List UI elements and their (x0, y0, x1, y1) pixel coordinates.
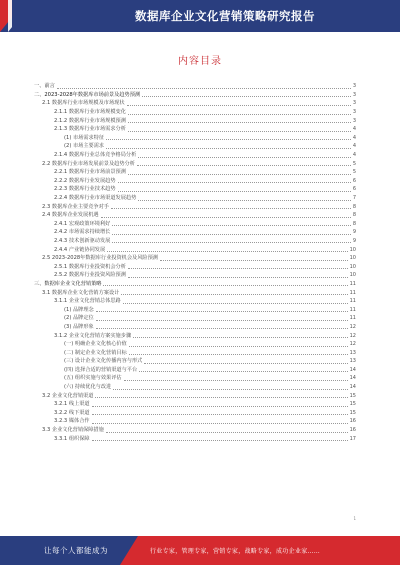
toc-dot-leader (133, 333, 348, 338)
toc-entry[interactable] (34, 391, 356, 400)
toc-entry-title: 一、前言 (34, 83, 55, 90)
toc-entry[interactable] (34, 116, 356, 125)
toc-entry-title: 2.2 数据库行业市场发展前景及趋势分析 (42, 160, 135, 167)
toc-dot-leader (123, 299, 348, 304)
report-footer (0, 536, 400, 565)
toc-entry-title: 2.5.2 数据库行业投资风险预测 (54, 272, 126, 279)
toc-dot-leader (128, 170, 351, 175)
toc-entry[interactable] (34, 91, 356, 100)
toc-entry-title: 2.1.1 数据库行业市场规模变化 (54, 109, 126, 116)
toc-entry-title: 2.3 数据库企业主要竞争对手 (42, 203, 109, 210)
toc-entry-page: 10 (349, 255, 356, 262)
toc-entry-page: 17 (349, 435, 356, 442)
toc-dot-leader (112, 238, 350, 243)
toc-entry-title: 3.2 企业文化营销渠道 (42, 392, 94, 399)
toc-dot-leader (112, 221, 350, 226)
toc-entry[interactable] (34, 159, 356, 168)
toc-entry-page: 12 (349, 323, 356, 330)
toc-entry-page: 10 (349, 272, 356, 279)
toc-entry-page: 14 (349, 384, 356, 391)
toc-dot-leader (92, 402, 348, 407)
toc-title: 内容目录 (178, 56, 222, 67)
toc-entry-page: 15 (349, 409, 356, 416)
toc-dot-leader (118, 187, 351, 192)
toc-entry-title: 2.4 数据库企业发展机遇 (42, 212, 99, 219)
toc-entry-page: 8 (352, 203, 356, 210)
toc-dot-leader (96, 316, 348, 321)
toc-entry-title: 3.1 数据库企业文化营销方案设计 (42, 289, 120, 296)
toc-entry[interactable] (34, 426, 356, 435)
toc-entry[interactable] (34, 374, 356, 383)
toc-entry-title: 2.5.1 数据库行业投资机会分析 (54, 263, 126, 270)
toc-entry-page: 4 (352, 143, 356, 150)
toc-dot-leader (144, 359, 347, 364)
toc-entry[interactable] (34, 168, 356, 177)
toc-entry[interactable] (34, 323, 356, 332)
report-header (0, 0, 400, 32)
toc-dot-leader (124, 376, 348, 381)
toc-entry-page: 9 (352, 237, 356, 244)
toc-entry[interactable] (34, 151, 356, 160)
toc-entry-title: (1) 品牌理念 (64, 306, 94, 313)
toc-entry-page: 3 (352, 109, 356, 116)
toc-dot-leader (92, 436, 348, 441)
toc-entry-page: 10 (349, 246, 356, 253)
toc-entry-title: 3.2.2 线下渠道 (54, 409, 90, 416)
toc-entry[interactable] (34, 237, 356, 246)
toc-entry[interactable] (34, 82, 356, 91)
toc-entry-title: 2.4.4 产业链协同发展 (54, 246, 106, 253)
toc-entry-title: (2) 品牌定位 (64, 315, 94, 322)
toc-entry-title: 2.2.2 数据库行业发展趋势 (54, 177, 116, 184)
toc-entry-title: 2.2.3 数据库行业技术趋势 (54, 186, 116, 193)
toc-dot-leader (128, 110, 351, 115)
toc-dot-leader (92, 410, 348, 415)
toc-dot-leader (106, 144, 351, 149)
toc-dot-leader (128, 264, 348, 269)
toc-entry-title: 2.4.3 技术创新驱动发展 (54, 237, 111, 244)
toc-entry[interactable] (34, 211, 356, 220)
toc-entry[interactable] (34, 262, 356, 271)
toc-entry-page: 11 (349, 306, 356, 313)
toc-dot-leader (129, 350, 348, 355)
toc-entry-page: 11 (349, 315, 356, 322)
footer-roles: 行业专家，管理专家，营销专家，战略专家，成功企业家…… (150, 548, 321, 555)
toc-entry[interactable] (34, 142, 356, 151)
toc-entry[interactable] (34, 366, 356, 375)
toc-entry-title: 2.4.1 宏观政策环境利好 (54, 220, 111, 227)
toc-entry-page: 14 (349, 366, 356, 373)
toc-entry[interactable] (34, 297, 356, 306)
toc-entry-page: 6 (352, 186, 356, 193)
toc-dot-leader (118, 178, 351, 183)
toc-entry[interactable] (34, 383, 356, 392)
toc-entry[interactable] (34, 220, 356, 229)
toc-entry-title: (五) 组织实施与效果评估 (64, 375, 122, 382)
toc-entry-title: (3) 品牌形象 (64, 323, 94, 330)
toc-entry-page: 15 (349, 401, 356, 408)
toc-entry-title: (一) 明确企业文化核心价值 (64, 341, 127, 348)
toc-dot-leader (95, 393, 347, 398)
toc-entry[interactable] (34, 331, 356, 340)
toc-entry-title: 2.2.4 数据库行业市场渠道发展趋势 (54, 195, 137, 202)
toc-entry[interactable] (34, 245, 356, 254)
toc-entry-title: 3.2.3 媒体合作 (54, 418, 90, 425)
toc-entry-title: (1) 市场需求特征 (64, 134, 105, 141)
toc-dot-leader (138, 153, 351, 158)
toc-entry-page: 13 (349, 349, 356, 356)
toc-entry[interactable] (34, 99, 356, 108)
table-of-contents (34, 82, 356, 443)
toc-entry-title: 2.2.1 数据库行业市场前景预测 (54, 169, 126, 176)
toc-entry[interactable] (34, 305, 356, 314)
toc-dot-leader (121, 290, 347, 295)
toc-entry-page: 13 (349, 358, 356, 365)
toc-entry[interactable] (34, 134, 356, 143)
toc-entry-page: 12 (349, 332, 356, 339)
toc-entry-page: 12 (349, 341, 356, 348)
toc-entry-page: 16 (349, 418, 356, 425)
toc-dot-leader (160, 256, 348, 261)
toc-entry[interactable] (34, 340, 356, 349)
toc-entry-page: 4 (352, 152, 356, 159)
toc-entry-title: 2.1.3 数据库行业市场需求分析 (54, 126, 126, 133)
toc-entry-page: 3 (352, 91, 356, 98)
toc-entry-title: 2.1.4 数据库行业总体竞争格局分析 (54, 152, 137, 159)
footer-slogan: 让每个人都能成为 (44, 546, 108, 555)
toc-entry-title: 3.3.1 组织保障 (54, 435, 90, 442)
toc-entry[interactable] (34, 314, 356, 323)
toc-entry-page: 8 (352, 212, 356, 219)
toc-entry-title: 2.5 2023-2028年数据库行业投资机会及风险预测 (42, 255, 158, 262)
toc-entry-title: 3.1.1 企业文化营销总体思路 (54, 298, 121, 305)
toc-entry-page: 14 (349, 375, 356, 382)
toc-entry-page: 4 (352, 126, 356, 133)
toc-entry[interactable] (34, 194, 356, 203)
toc-entry[interactable] (34, 357, 356, 366)
toc-dot-leader (113, 385, 347, 390)
toc-entry-title: 3.1.2 企业文化营销方案实施步骤 (54, 332, 132, 339)
toc-dot-leader (112, 230, 350, 235)
toc-dot-leader (101, 213, 351, 218)
toc-entry[interactable] (34, 202, 356, 211)
toc-entry[interactable] (34, 185, 356, 194)
toc-entry-page: 3 (352, 83, 356, 90)
toc-entry-page: 10 (349, 263, 356, 270)
toc-entry[interactable] (34, 288, 356, 297)
toc-entry-title: (2) 市场主要需求 (64, 143, 105, 150)
toc-entry-title: 二、2023-2028年数据库市场前景及趋势预测 (34, 91, 141, 98)
toc-entry[interactable] (34, 409, 356, 418)
toc-entry-title: 3.3 企业文化营销保障措施 (42, 427, 104, 434)
toc-dot-leader (106, 135, 351, 140)
toc-dot-leader (106, 428, 348, 433)
toc-entry[interactable] (34, 177, 356, 186)
toc-dot-leader (103, 281, 347, 286)
toc-entry-page: 3 (352, 100, 356, 107)
report-title: 数据库企业文化营销策略研究报告 (135, 9, 315, 23)
toc-entry-page: 6 (352, 177, 356, 184)
toc-entry-page: 3 (352, 117, 356, 124)
header-blue-stripe (12, 0, 38, 32)
toc-entry-page: 7 (352, 195, 356, 202)
toc-entry-title: (六) 持续优化与改进 (64, 384, 112, 391)
toc-entry[interactable] (34, 280, 356, 289)
toc-entry-page: 5 (352, 169, 356, 176)
toc-dot-leader (142, 92, 351, 97)
toc-entry[interactable] (34, 434, 356, 443)
toc-entry[interactable] (34, 228, 356, 237)
toc-entry[interactable] (34, 348, 356, 357)
toc-dot-leader (96, 324, 348, 329)
toc-dot-leader (139, 367, 347, 372)
toc-entry-title: 2.4.2 市场需求持续增长 (54, 229, 111, 236)
toc-entry-page: 9 (352, 229, 356, 236)
toc-dot-leader (57, 84, 351, 89)
toc-entry-title: 2.1.2 数据库行业市场规模预测 (54, 117, 126, 124)
toc-dot-leader (129, 342, 348, 347)
toc-entry-page: 16 (349, 427, 356, 434)
toc-entry-page: 11 (349, 280, 356, 287)
toc-dot-leader (128, 273, 348, 278)
footer-red-wedge (120, 536, 138, 565)
toc-entry[interactable] (34, 254, 356, 263)
toc-entry[interactable] (34, 125, 356, 134)
toc-entry-title: (四) 选择合适的营销渠道与平台 (64, 366, 138, 373)
toc-entry-page: 15 (349, 392, 356, 399)
toc-entry-title: 三、数据库企业文化营销策略 (34, 280, 102, 287)
toc-entry-title: (三) 设计企业文化传播内容与形式 (64, 358, 143, 365)
toc-entry[interactable] (34, 271, 356, 280)
toc-dot-leader (137, 161, 351, 166)
toc-dot-leader (128, 118, 351, 123)
toc-entry-page: 8 (352, 220, 356, 227)
toc-entry-page: 11 (349, 298, 356, 305)
toc-entry[interactable] (34, 400, 356, 409)
toc-entry-title: 3.2.1 线上渠道 (54, 401, 90, 408)
toc-dot-leader (107, 247, 347, 252)
toc-entry-title: (二) 制定企业文化营销目标 (64, 349, 127, 356)
toc-dot-leader (96, 307, 348, 312)
page-number: 1 (353, 516, 356, 521)
toc-entry-page: 11 (349, 289, 356, 296)
toc-entry-page: 5 (352, 160, 356, 167)
toc-dot-leader (128, 127, 351, 132)
toc-entry[interactable] (34, 108, 356, 117)
toc-dot-leader (111, 204, 351, 209)
toc-dot-leader (127, 101, 351, 106)
toc-entry-page: 4 (352, 134, 356, 141)
toc-dot-leader (92, 419, 348, 424)
toc-dot-leader (138, 196, 351, 201)
toc-entry-title: 2.1 数据库行业市场规模及市场现状 (42, 100, 125, 107)
toc-entry[interactable] (34, 417, 356, 426)
